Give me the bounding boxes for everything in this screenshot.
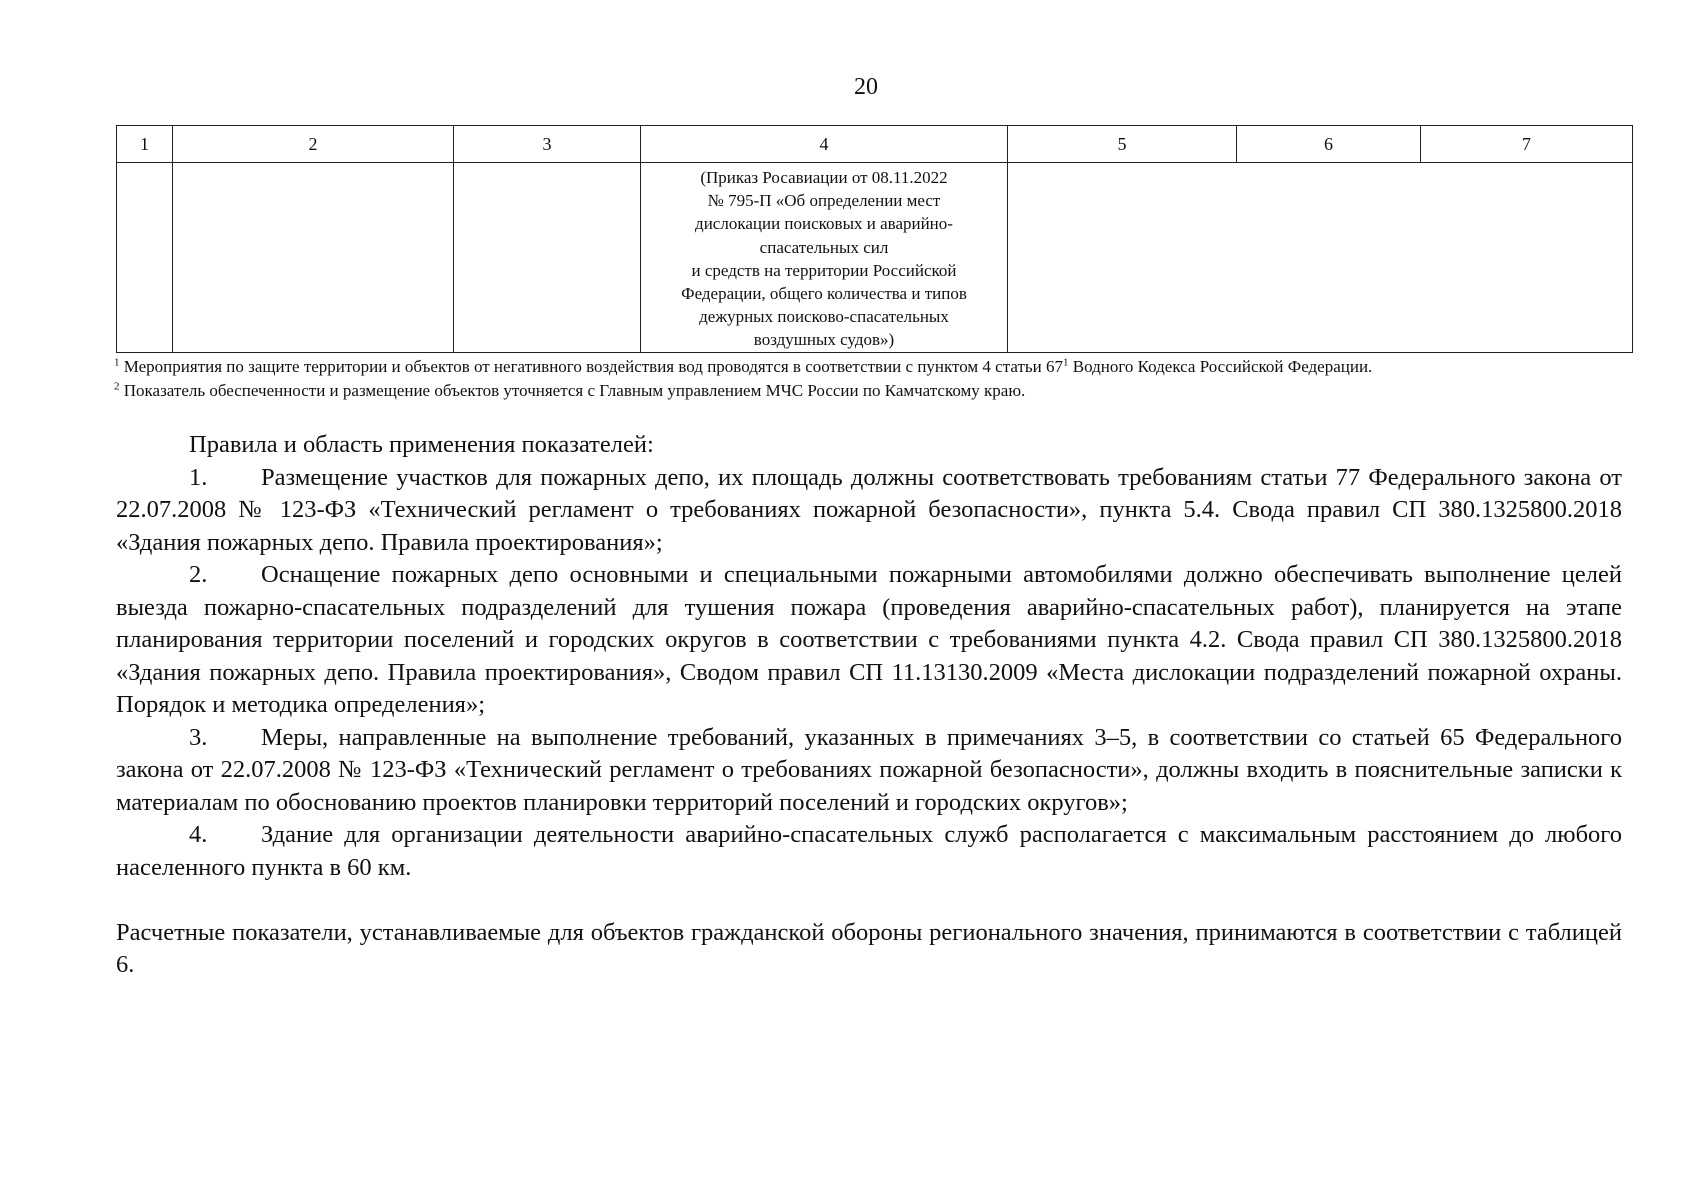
footnote-text-end: Водного Кодекса Российской Федерации. [1068,357,1373,376]
rule-number: 4. [189,821,208,848]
rules-section [116,429,1622,982]
table-header-row [117,126,1633,163]
rule-item [116,559,1622,722]
table-cell-2 [173,163,454,353]
footnotes [114,355,1634,403]
rule-item [116,819,1622,884]
rule-number: 2. [189,561,208,588]
rule-text: Оснащение пожарных депо основными и специальными пожарными автомобилями должно обеспечивать выполнение целей выезда пожарно-спасательных подразделений для тушения пожара (проведения аварийно-спасательных работ), планируется на этапе планирования территории поселений и городских округов в соответствии с требованиями пункта 4.2. Свода правил СП 380.1325800.2018 «Здания пожарных депо. Правила проектирования», Сводом правил СП 11.13130.2009 «Места дислокации подразделений пожарной охраны. Порядок и методика определения»; [116,561,1622,718]
footnote-text: Мероприятия по защите территории и объектов от негативного воздействия вод проводятся в соответствии с пунктом 4 статьи 67 [119,357,1063,376]
order-reference-line: (Приказ Росавиации от 08.11.2022 [700,168,948,187]
footnote-mark: 1 [114,356,120,369]
order-reference-line: дислокации поисковых и аварийно- [695,214,953,234]
footnote-mark: 2 [114,380,120,393]
closing-paragraph: Расчетные показатели, устанавливаемые для объектов гражданской обороны регионального значения, принимаются в соответствии с таблицей 6. [116,918,1622,978]
table-cell-3 [454,163,641,353]
paragraph-spacer [116,884,1622,917]
page-number: 20 [854,74,878,100]
rules-heading: Правила и область применения показателей: [189,431,654,458]
rule-text: Размещение участков для пожарных депо, их площадь должны соответствовать требованиям статьи 77 Федерального закона от 22.07.2008 № 123-ФЗ «Технический регламент о требованиях пожарной безопасности», пункта 5.4. Свода правил СП 380.1325800.2018 «Здания пожарных депо. Правила проектирования»; [116,463,1622,556]
column-header-3: 3 [454,126,641,163]
table-cell-1 [117,163,173,353]
column-header-2: 2 [173,126,454,163]
rule-text: Здание для организации деятельности аварийно-спасательных служб располагается с максимальным расстоянием до любого населенного пункта в 60 км. [116,821,1622,881]
order-reference-line: дежурных поисково-спасательных [699,307,949,327]
order-reference-line: Федерации, общего количества и типов [681,284,967,304]
column-header-7: 7 [1421,126,1633,163]
rule-item [116,722,1622,820]
rule-number: 3. [189,723,208,751]
footnote-text: Показатель обеспеченности и размещение объектов уточняется с Главным управлением МЧС России по Камчатскому краю. [119,381,1026,400]
column-header-1: 1 [117,126,173,163]
order-reference-line: воздушных судов») [753,330,895,350]
order-reference-line: спасательных сил [759,237,889,257]
order-reference-line: № 795-П «Об определении мест [707,191,941,211]
table-row [117,163,1633,353]
rule-number: 1. [189,463,208,491]
table-cell-merged-5-7 [1008,163,1633,353]
order-reference-line: и средств на территории Российской [691,260,957,280]
indicators-table [116,125,1633,353]
column-header-6: 6 [1237,126,1421,163]
footnote-superscript: 1 [1063,356,1069,369]
footnote-2 [114,379,1634,403]
rule-text: Меры, направленные на выполнение требований, указанных в примечаниях 3–5, в соответствии со статьей 65 Федерального закона от 22.07.2008 № 123-ФЗ «Технический регламент о требованиях пожарной безопасности», должны входить в пояснительные записки к материалам по обоснованию проектов планировки территорий поселений и городских округов»; [116,723,1622,816]
column-header-5: 5 [1008,126,1237,163]
footnote-1 [114,355,1634,379]
column-header-4: 4 [641,126,1008,163]
table-cell-4 [641,163,1008,353]
rule-item [116,462,1622,560]
order-reference [641,163,1007,352]
